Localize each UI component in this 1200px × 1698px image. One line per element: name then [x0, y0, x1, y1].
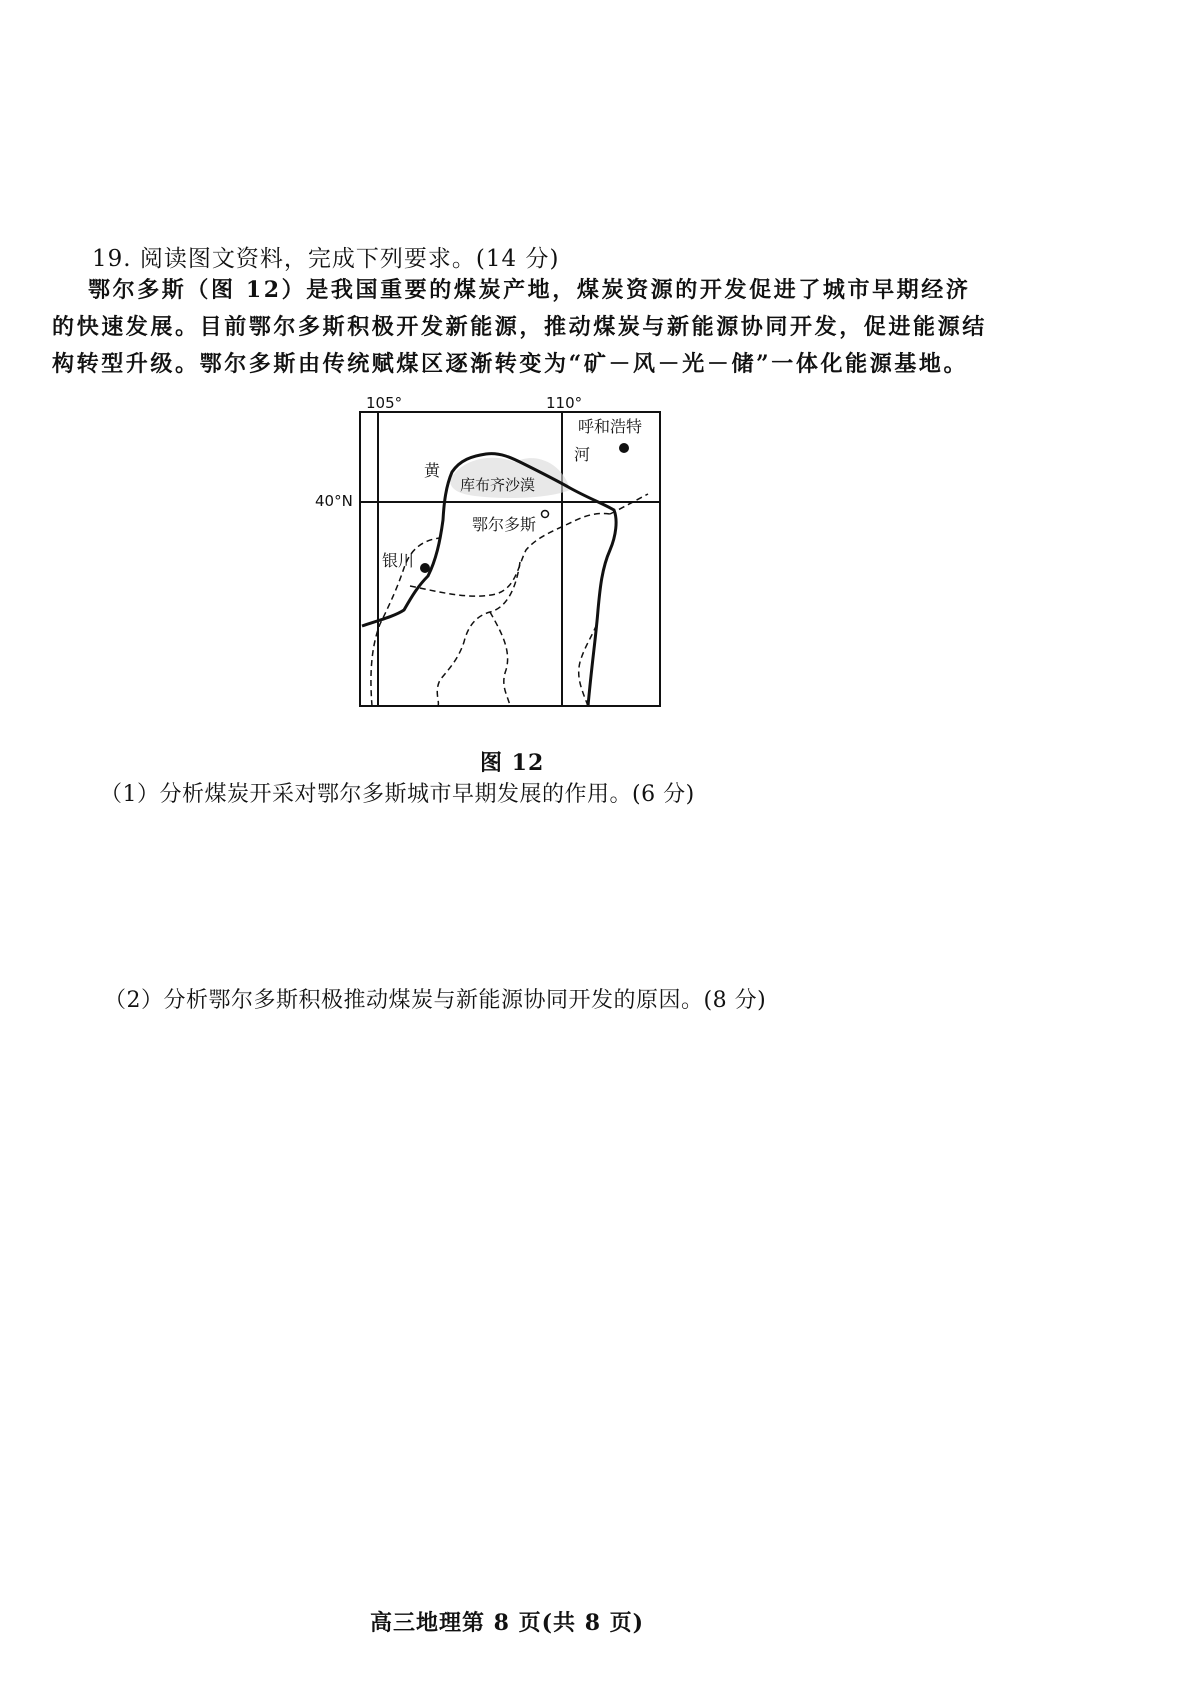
hohhot-city-dot — [619, 443, 629, 453]
lon-label-105: 105° — [366, 394, 403, 412]
sub-question-1: （1）分析煤炭开采对鄂尔多斯城市早期发展的作用。(6 分) — [100, 782, 695, 807]
lat-label-40n: 40°N — [315, 492, 353, 510]
yinchuan-city-dot — [420, 563, 430, 573]
yellow-river-label-he: 河 — [574, 445, 591, 464]
intro-line: 鄂尔多斯（图 12）是我国重要的煤炭产地，煤炭资源的开发促进了城市早期经济 — [88, 277, 971, 303]
intro-line: 构转型升级。鄂尔多斯由传统赋煤区逐渐转变为“矿－风－光－储”一体化能源基地。 — [52, 351, 969, 377]
kubuqi-desert-label: 库布齐沙漠 — [460, 476, 536, 494]
page-footer: 高三地理第 8 页(共 8 页) — [370, 1610, 645, 1636]
ordos-label: 鄂尔多斯 — [472, 515, 537, 534]
figure-caption: 图 12 — [480, 750, 545, 776]
question-intro — [52, 272, 1172, 383]
yinchuan-label: 银川 — [382, 551, 415, 570]
lon-label-110: 110° — [546, 394, 583, 412]
hohhot-label: 呼和浩特 — [578, 417, 643, 436]
sub-question-2: （2）分析鄂尔多斯积极推动煤炭与新能源协同开发的原因。(8 分) — [104, 988, 767, 1013]
intro-line: 的快速发展。目前鄂尔多斯积极开发新能源，推动煤炭与新能源协同开发，促进能源结 — [52, 314, 987, 340]
ordos-map — [300, 390, 720, 750]
yellow-river-label-huang: 黄 — [424, 461, 441, 480]
ordos-city-dot — [542, 511, 549, 518]
question-title: 19. 阅读图文资料，完成下列要求。(14 分) — [92, 246, 560, 272]
